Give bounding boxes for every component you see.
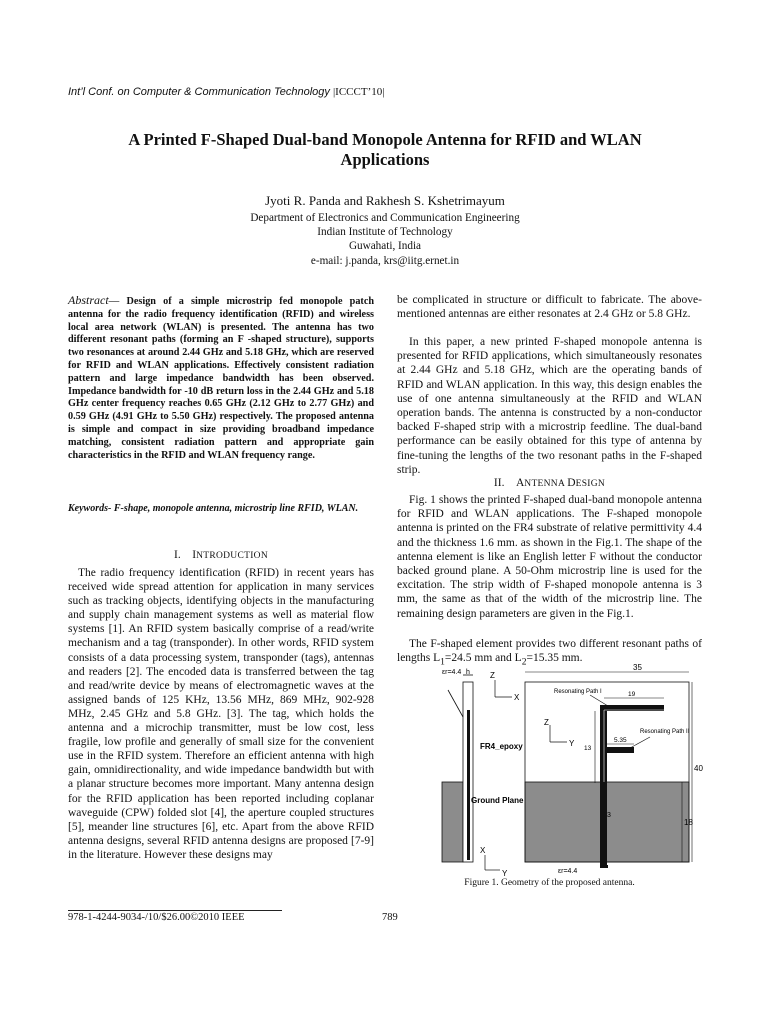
conference-tag: |ICCCT’10| (332, 86, 385, 98)
footer-isbn: 978-1-4244-9034-/10/$26.00©2010 IEEE (68, 912, 245, 923)
label-dim-19: 19 (628, 691, 636, 698)
path-1-pointer (590, 695, 608, 706)
side-shade-line (448, 690, 463, 717)
antenna-design-paragraph-1: Fig. 1 shows the printed F-shaped dual-band monopole antenna for RFID and WLAN applications. The F-shaped monopole antenna is printed on the FR4 substrate of relative permittivity 4.4 and the thickness 1.6 mm. as shown in the Fig.1. The shape of the antenna element is like an English letter F without the conductor backed ground plane. A 50-Ohm microstrip line is used for the excitation. The strip width of F-shaped monopole antenna is 3 mm, the same as that of the width of the microstrip line. The remaining design parameters are given in the Fig.1. (397, 494, 702, 620)
section-heading-introduction (68, 549, 374, 561)
section-heading-antenna-design (397, 477, 702, 489)
right-column-paragraph-2: In this paper, a new printed F-shaped monopole antenna is presented for RFID applications, which simultaneously resonates at 2.44 GHz and 5.18 GHz, which are the operating bands of RFID and WLAN application. In this way, this design enables the use of one antenna simultaneously at the RFID and WLAN operation bands. The antenna is constructed by a non-conductor backed F-shaped strip with a microstrip feedline. The dual-band performance can be easily obtained for this type of antenna by fine-tuning the lengths of the two resonant paths in the F-shaped strip. (397, 336, 702, 476)
introduction-body: The radio frequency identification (RFID) in recent years has received wide spread attention for application in many services such as tracking objects, identifying objects in the manufacturing and supply chain management systems as well as material flow systems [1]. An RFID system basically comprise of a read/write mechanism and a tag (transponder). In other words, RFID system consists of a data processing system, transponder (tags), antennas and readers [2]. The encoded data is transferred between the tag and read/write device by means of electromagnetic waves at the assigned bands of 125 KHz, 13.56 MHz, 869 MHz, 902-928 MHz, 2.45 GHz and 5.8 GHz. [3]. The tag, which holds the antenna and a microchip transmitter, must be low cost, less fragile, low profile and generally of small size for the convenient use in the RFID system. Therefore an efficient antenna with high gain, omnidirectionality, and wide impedance bandwidth but with a planar structure becomes more important. Many antenna design for the RFID application has been reported including coplanar waveguide (CPW) folded slot [4], the aperture coupled structures [5], meander line structures [6], etc. Apart from the above RFID antenna designs, several RFID antenna designs are proposed [7-9] in the literature. However these designs may (68, 567, 374, 861)
label-x-bottom: X (480, 846, 486, 855)
label-path-1: Resonating Path I (554, 689, 602, 695)
label-z-left: Z (490, 671, 495, 680)
label-eps-bottom: εr=4.4 (558, 868, 578, 875)
section-title-rest-2: ESIGN (575, 479, 606, 489)
author-email: e-mail: j.panda, krs@iitg.ernet.in (310, 254, 460, 267)
abstract-text: Design of a simple microstrip fed monopole patch antenna for the radio frequency identification (RFID) and wireless local area network (WLAN) is presented. The antenna has two different resonant paths (forming an F -shaped structure), supports two resonances at around 2.44 GHz and 5.18 GHz, which are reserved for RFID and WLAN applications. Effectively consistent radiation pattern and large impedance bandwidth has been observed. Impedance bandwidth for -10 dB return loss in the 2.44 GHz and 5.18 GHz center frequency reaches 0.65 GHz (2.12 GHz to 2.77 GHz) and 0.59 GHz (4.91 GHz to 5.50 GHz) respectively. The proposed antenna is simple and compact in size providing broadband impedance matching, consistent radiation pattern and appropriate gain characteristics in the RFID and WLAN frequency range. (68, 296, 375, 461)
title-line-2: Applications (340, 150, 430, 169)
section-number: II. (493, 477, 505, 489)
path-2-pointer (630, 737, 650, 748)
authors: Jyoti R. Panda and Rakhesh S. Kshetrimayum (265, 193, 505, 208)
paragraph-text-c: =15.35 mm. (526, 652, 583, 665)
label-x-top: X (514, 693, 520, 702)
subscript-2: 2 (521, 656, 527, 668)
page-number: 789 (382, 912, 398, 923)
figure-caption: Figure 1. Geometry of the proposed antenna. (464, 878, 635, 888)
paragraph-text-b: =24.5 mm and L (444, 652, 522, 665)
keywords: Keywords- F-shape, monopole antenna, microstrip line RFID, WLAN. (68, 503, 359, 514)
label-y-mid: Y (569, 739, 575, 748)
label-eps-top: εr=4.4 (442, 669, 462, 676)
paper-title (90, 130, 680, 170)
right-column-paragraph-1: be complicated in structure or difficult to fabricate. The above-mentioned antennas are either resonates at 2.4 GHz or 5.8 GHz. (397, 294, 702, 321)
side-ground-plane (442, 782, 463, 862)
label-y-bottom: Y (502, 869, 508, 878)
feed-port (600, 865, 608, 868)
abstract-label: Abstract— (68, 293, 120, 307)
antenna-mid-arm (600, 747, 634, 753)
section-title-rest: NTRODUCTION (196, 551, 268, 561)
conference-header (68, 86, 384, 98)
label-dim-13: 13 (584, 745, 592, 752)
label-dim-40: 40 (694, 764, 703, 773)
abstract (68, 294, 374, 462)
antenna-geometry-figure (440, 665, 702, 881)
paragraph-text-a: The F-shaped element provides two different resonant paths of lengths L (397, 638, 702, 665)
subscript-1: 1 (440, 656, 445, 668)
label-dim-35: 35 (633, 663, 642, 672)
antenna-feed-strip (600, 705, 607, 865)
affiliation-location: Guwahati, India (348, 240, 422, 253)
label-h: h (466, 669, 470, 676)
side-feed (467, 710, 470, 860)
affiliation (90, 211, 680, 268)
label-dim-18: 18 (684, 818, 693, 827)
label-dim-5-35: 5.35 (614, 737, 627, 744)
label-path-2: Resonating Path II (640, 729, 690, 735)
label-ground: Ground Plane (471, 796, 524, 805)
label-dim-3: 3 (607, 812, 611, 819)
section-title-initial-2: D (567, 477, 576, 489)
section-number: I. (174, 549, 181, 561)
footer-rule (68, 910, 282, 911)
section-title-initial: A (515, 477, 525, 489)
title-line-1: A Printed F-Shaped Dual-band Monopole Antenna for RFID and WLAN (128, 130, 642, 149)
affiliation-department: Department of Electronics and Communication Engineering (250, 212, 520, 224)
section-title-initial: I (192, 549, 197, 561)
section-title-rest: NTENNA (524, 479, 568, 489)
conference-name: Int’l Conf. on Computer & Communication Technology (68, 86, 330, 98)
label-fr4: FR4_epoxy (480, 742, 523, 751)
label-z-mid: Z (544, 718, 549, 727)
affiliation-institute: Indian Institute of Technology (317, 226, 453, 239)
